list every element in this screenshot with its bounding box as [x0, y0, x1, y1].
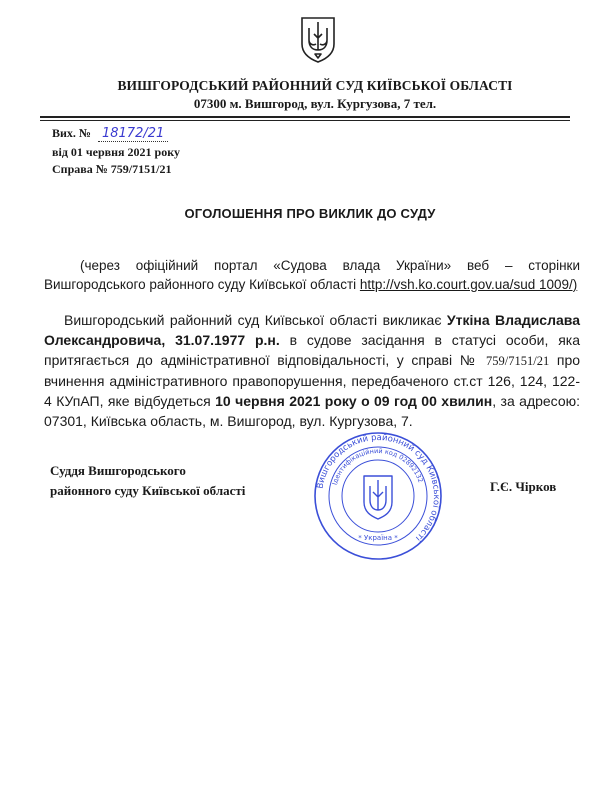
hearing-address: , за адресою: 07301, Київська область, м. Вишгород, вул. Кургузова, 7. [44, 393, 581, 429]
judge-title-line-1: Суддя Вишгородського [50, 463, 186, 478]
outgoing-number-handwritten: 18172/21 [98, 126, 168, 142]
summons-body [44, 310, 580, 431]
judge-title-line-2: районного суду Київської області [50, 483, 246, 498]
seal-inner-text: Ідентифікаційний код 02892132 [330, 446, 425, 486]
outgoing-number-line [52, 126, 168, 142]
coat-of-arms-icon [298, 14, 338, 64]
court-seal-stamp [312, 430, 444, 562]
body-intro: Вишгородський районний суд Київської області викликає [64, 312, 442, 328]
seal-bottom-text: * Україна * [358, 534, 398, 542]
document-heading: ОГОЛОШЕННЯ ПРО ВИКЛИК ДО СУДУ [184, 206, 436, 221]
case-number: Справа № 759/7151/21 [52, 162, 172, 176]
judge-name: Г.Є. Чірков [490, 479, 557, 494]
court-address: 07300 м. Вишгород, вул. Кургузова, 7 тел. [193, 96, 437, 111]
court-website-link[interactable]: http://vsh.ko.court.gov.ua/sud 1009/) [359, 277, 578, 292]
header-divider-thin [40, 120, 570, 121]
document-date: від 01 червня 2021 року [52, 145, 180, 159]
publication-note [44, 256, 580, 294]
hearing-datetime: 10 червня 2021 року о 09 год 00 хвилин [215, 393, 493, 409]
outgoing-label: Вих. № [52, 126, 91, 140]
header-divider [40, 116, 570, 118]
publication-note-text: (через офіційний портал «Судова влада України» веб – сторінки Вишгородського районного суду Київської області [44, 258, 580, 292]
seal-outer-text: Вишгородський районний суд Київської області [315, 432, 442, 543]
summoned-person: Уткіна Владислава Олександровича, 31.07.1977 р.н. [44, 312, 580, 348]
body-status: в судове засідання в статусі особи, яка притягається до адміністративної відповідальності, у справі № [44, 332, 580, 368]
judge-title [50, 461, 245, 501]
body-offence: про вчинення адміністративного правопорушення, передбаченого ст.ст 126, 124, 122-4 КУпАП, яке відбудеться [44, 352, 581, 409]
body-case-ref: 759/7151/21 [486, 354, 550, 368]
seal-emblem-icon [364, 476, 392, 519]
court-name: ВИШГОРОДСЬКИЙ РАЙОННИЙ СУД КИЇВСЬКОЇ ОБЛАСТІ [117, 78, 513, 93]
